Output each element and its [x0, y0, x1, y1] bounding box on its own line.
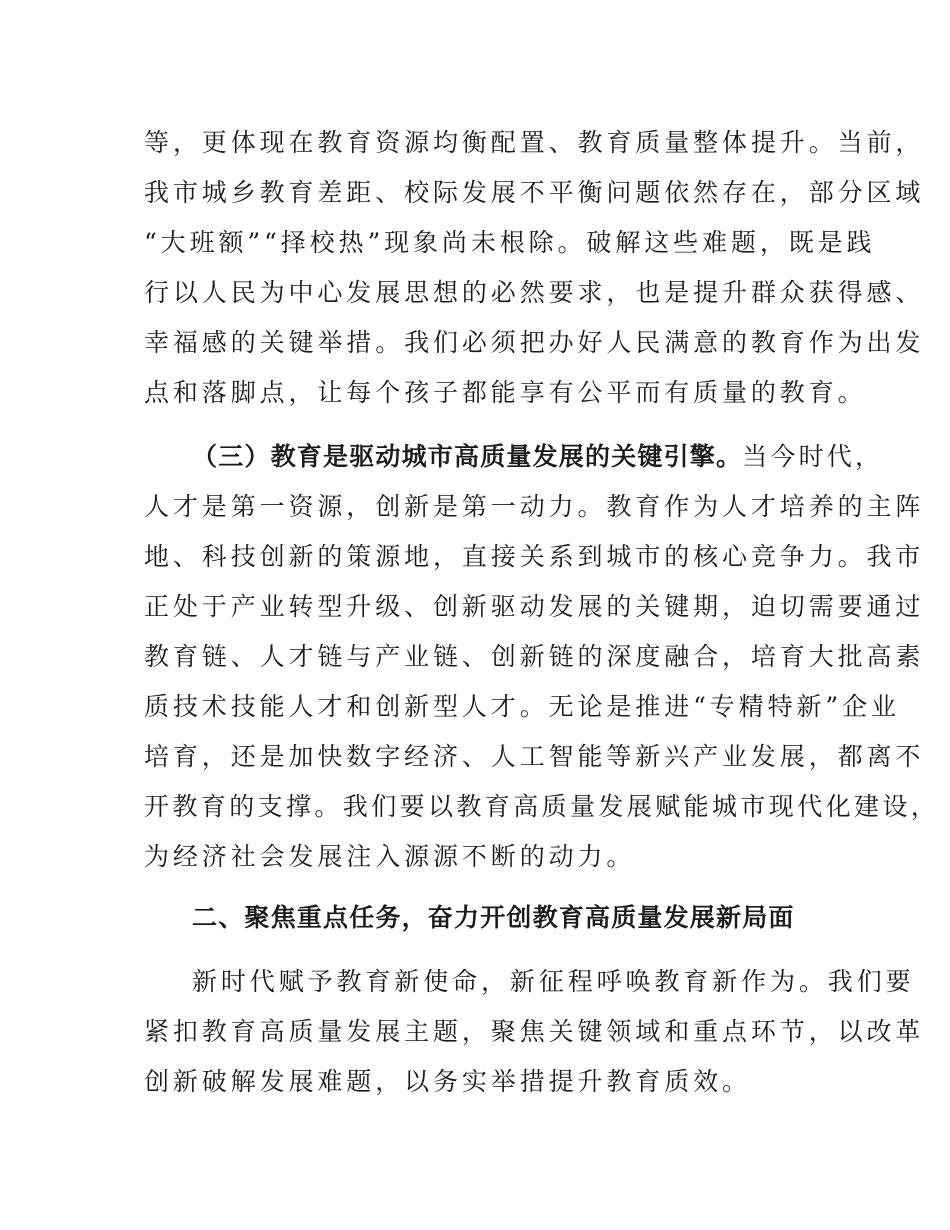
paragraph-1-line-2: 我市城乡教育差距、校际发展不平衡问题依然存在，部分区域 — [144, 178, 925, 207]
paragraph-2-line-8: 开教育的支撑。我们要以教育高质量发展赋能城市现代化建设， — [144, 792, 940, 821]
paragraph-2-line-5: 教育链、人才链与产业链、创新链的深度融合，培育大批高素 — [144, 642, 925, 671]
paragraph-2-line-3: 地、科技创新的策源地，直接关系到城市的核心竞争力。我市 — [144, 542, 925, 571]
paragraph-1-line-5: 幸福感的关键举措。我们必须把办好人民满意的教育作为出发 — [144, 328, 925, 357]
paragraph-3-line-2: 紧扣教育高质量发展主题，聚焦关键领域和重点环节，以改革 — [144, 1017, 925, 1046]
paragraph-2-line-9: 为经济社会发展注入源源不断的动力。 — [144, 842, 636, 871]
paragraph-3-line-1: 新时代赋予教育新使命，新征程呼唤教育新作为。我们要 — [192, 967, 915, 996]
paragraph-2-lead-text: 当今时代， — [742, 442, 884, 471]
paragraph-3-line-3: 创新破解发展难题，以务实举措提升教育质效。 — [144, 1067, 751, 1096]
paragraph-1-line-1: 等，更体现在教育资源均衡配置、教育质量整体提升。当前， — [144, 128, 925, 157]
paragraph-1-line-6: 点和落脚点，让每个孩子都能享有公平而有质量的教育。 — [144, 378, 867, 407]
paragraph-2-line-7: 培育，还是加快数字经济、人工智能等新兴产业发展，都离不 — [144, 742, 925, 771]
paragraph-2-line-6: 质技术技能人才和创新型人才。无论是推进“专精特新”企业 — [144, 692, 900, 721]
paragraph-2-first-line — [192, 432, 883, 482]
paragraph-1-line-3: “大班额”“择校热”现象尚未根除。破解这些难题，既是践 — [144, 228, 876, 257]
subsection-heading: （三）教育是驱动城市高质量发展的关键引擎。 — [192, 442, 743, 471]
paragraph-2-line-2: 人才是第一资源，创新是第一动力。教育作为人才培养的主阵 — [144, 492, 925, 521]
section-heading: 二、聚焦重点任务，奋力开创教育高质量发展新局面 — [192, 903, 795, 932]
paragraph-2-line-4: 正处于产业转型升级、创新驱动发展的关键期，迫切需要通过 — [144, 592, 925, 621]
paragraph-1-line-4: 行以人民为中心发展思想的必然要求，也是提升群众获得感、 — [144, 278, 925, 307]
